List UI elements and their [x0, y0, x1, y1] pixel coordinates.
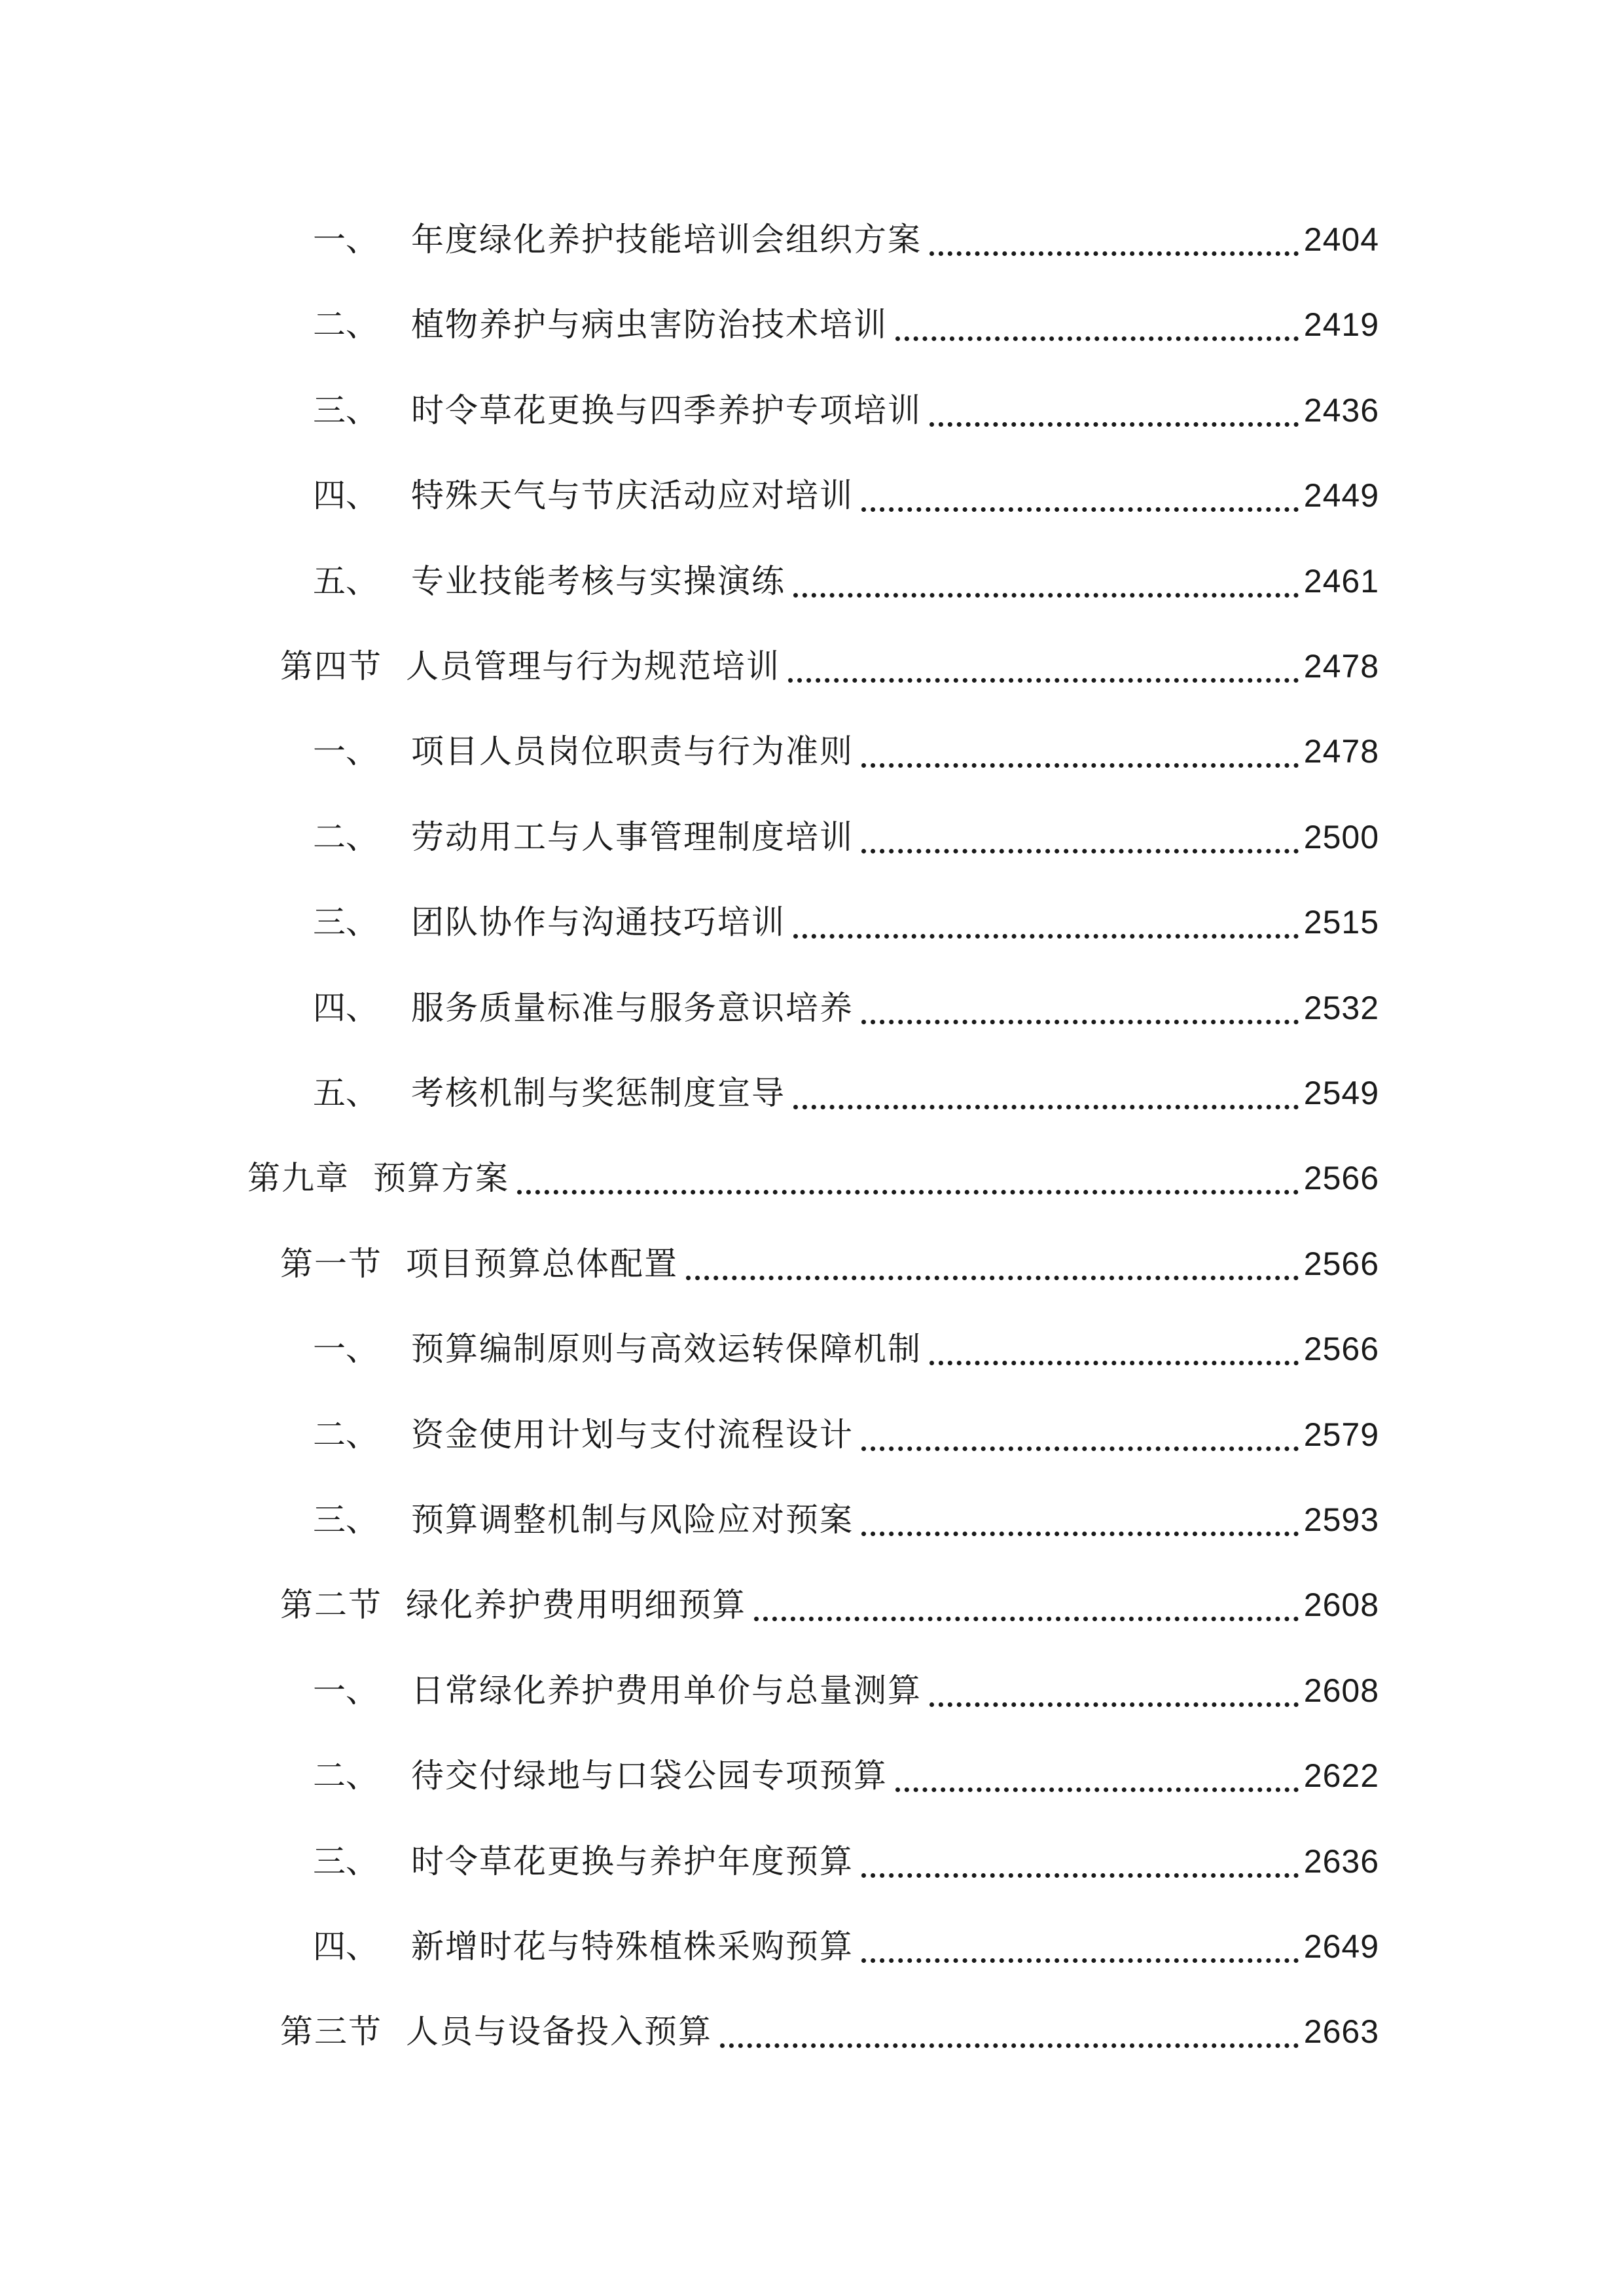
toc-dot-leader [929, 1670, 1299, 1707]
toc-entry-line [280, 637, 1379, 696]
toc-entry-title: 人员管理与行为规范培训 [406, 647, 780, 685]
toc-entry[interactable] [0, 637, 1624, 696]
toc-entry-line [313, 808, 1379, 867]
toc-entry-line [313, 1064, 1379, 1122]
toc-page-number: 2566 [1303, 1160, 1379, 1196]
toc-entry[interactable] [0, 2002, 1624, 2061]
toc-entry-title: 团队协作与沟通技巧培训 [411, 903, 785, 941]
toc-page-number: 2549 [1303, 1075, 1379, 1111]
toc-page-number: 2500 [1303, 819, 1379, 855]
toc-page-number: 2566 [1303, 1331, 1379, 1367]
toc-entry[interactable] [0, 1405, 1624, 1464]
toc-dot-leader [793, 1072, 1299, 1109]
toc-entry-title: 特殊天气与节庆活动应对培训 [411, 476, 854, 514]
toc-entry-number: 二、 [313, 818, 378, 856]
toc-page-number: 2449 [1303, 477, 1379, 514]
toc-entry-number: 四、 [313, 476, 378, 514]
toc-dot-leader [861, 1499, 1299, 1536]
toc-entry[interactable] [0, 722, 1624, 781]
toc-entry-number: 二、 [313, 306, 378, 344]
toc-entry-number: 第三节 [280, 2013, 382, 2051]
toc-dot-leader [895, 304, 1299, 341]
toc-dot-leader [861, 475, 1299, 512]
toc-entry-title: 年度绿化养护技能培训会组织方案 [411, 221, 922, 259]
toc-page-number: 2461 [1303, 563, 1379, 600]
toc-entry-line [280, 2002, 1379, 2061]
toc-page-number: 2436 [1303, 392, 1379, 429]
toc-entry-number: 一、 [313, 1330, 378, 1368]
toc-entry[interactable] [0, 1064, 1624, 1122]
toc-page-number: 2663 [1303, 2013, 1379, 2050]
toc-entry-number: 第九章 [247, 1159, 350, 1197]
toc-entry-title: 预算编制原则与高效运转保障机制 [411, 1330, 922, 1368]
toc-entry[interactable] [0, 893, 1624, 952]
toc-dot-leader [720, 2011, 1299, 2048]
toc-page-number: 2532 [1303, 990, 1379, 1026]
toc-entry-number: 三、 [313, 391, 378, 429]
toc-dot-leader [929, 219, 1299, 256]
toc-page-number: 2566 [1303, 1246, 1379, 1282]
toc-entry-line [313, 381, 1379, 440]
toc-dot-leader [517, 1157, 1299, 1194]
toc-entry-title: 绿化养护费用明细预算 [406, 1586, 746, 1624]
toc-entry-title: 新增时花与特殊植株采购预算 [411, 1928, 854, 1965]
toc-page-number: 2515 [1303, 904, 1379, 941]
toc-dot-leader [793, 901, 1299, 939]
toc-dot-leader [793, 560, 1299, 598]
toc-entry-line [313, 466, 1379, 525]
toc-entry[interactable] [0, 466, 1624, 525]
toc-entry-line [313, 722, 1379, 781]
toc-dot-leader [861, 987, 1299, 1024]
toc-entry-line [313, 295, 1379, 354]
toc-dot-leader [861, 730, 1299, 768]
toc-dot-leader [861, 1414, 1299, 1451]
toc-dot-leader [686, 1243, 1299, 1280]
toc-entry[interactable] [0, 381, 1624, 440]
toc-entry-number: 三、 [313, 1842, 378, 1880]
toc-entry-number: 四、 [313, 1928, 378, 1965]
toc-entry[interactable] [0, 1917, 1624, 1976]
toc-dot-leader [754, 1584, 1299, 1621]
toc-entry-number: 第四节 [280, 647, 382, 685]
toc-entry[interactable] [0, 1661, 1624, 1720]
toc-dot-leader [788, 645, 1299, 683]
toc-entry-title: 项目预算总体配置 [406, 1245, 678, 1283]
toc-entry-line [313, 1490, 1379, 1549]
toc-entry-number: 一、 [313, 221, 378, 259]
toc-entry-line [313, 1832, 1379, 1891]
toc-entry-number: 二、 [313, 1416, 378, 1454]
toc-dot-leader [895, 1755, 1299, 1792]
toc-entry-number: 五、 [313, 1074, 378, 1112]
toc-dot-leader [929, 389, 1299, 427]
toc-entry[interactable] [0, 1575, 1624, 1634]
toc-dot-leader [861, 816, 1299, 853]
toc-entry-number: 四、 [313, 989, 378, 1027]
toc-page-number: 2622 [1303, 1757, 1379, 1794]
toc-entry-number: 三、 [313, 1501, 378, 1539]
toc-entry[interactable] [0, 1832, 1624, 1891]
toc-entry[interactable] [0, 1319, 1624, 1378]
toc-entry-line [280, 1234, 1379, 1293]
toc-entry-line [313, 1405, 1379, 1464]
toc-entry-line [313, 1746, 1379, 1805]
toc-entry-line [313, 1917, 1379, 1976]
toc-entry-title: 时令草花更换与四季养护专项培训 [411, 391, 922, 429]
toc-dot-leader [861, 1840, 1299, 1878]
toc-entry[interactable] [0, 210, 1624, 269]
toc-entry[interactable] [0, 1746, 1624, 1805]
toc-entry-title: 预算调整机制与风险应对预案 [411, 1501, 854, 1539]
toc-page-number: 2478 [1303, 648, 1379, 685]
toc-entry-number: 第二节 [280, 1586, 382, 1624]
toc-entry-line [313, 210, 1379, 269]
toc-dot-leader [929, 1328, 1299, 1365]
toc-entry-line [280, 1575, 1379, 1634]
toc-page-number: 2649 [1303, 1928, 1379, 1965]
toc-entry-number: 一、 [313, 1672, 378, 1710]
toc-page-number: 2419 [1303, 306, 1379, 343]
toc-entry-line [313, 978, 1379, 1037]
toc-page-number: 2579 [1303, 1416, 1379, 1453]
toc-page-number: 2404 [1303, 221, 1379, 258]
toc-entry-number: 一、 [313, 732, 378, 770]
toc-entry-number: 五、 [313, 562, 378, 600]
toc-entry-title: 日常绿化养护费用单价与总量测算 [411, 1672, 922, 1710]
toc-dot-leader [861, 1926, 1299, 1963]
toc-page-number: 2478 [1303, 733, 1379, 770]
toc-entry-title: 专业技能考核与实操演练 [411, 562, 785, 600]
toc-entry[interactable] [0, 808, 1624, 867]
toc-entry-title: 人员与设备投入预算 [406, 2013, 712, 2051]
toc-page-number: 2608 [1303, 1672, 1379, 1709]
toc-entry-title: 项目人员岗位职责与行为准则 [411, 732, 854, 770]
toc-entry-title: 劳动用工与人事管理制度培训 [411, 818, 854, 856]
toc-entry-line [247, 1149, 1379, 1208]
toc-entry-line [313, 893, 1379, 952]
toc-entry[interactable] [0, 978, 1624, 1037]
toc-page-number: 2593 [1303, 1501, 1379, 1538]
toc-entry-number: 第一节 [280, 1245, 382, 1283]
toc-entry-line [313, 552, 1379, 611]
toc-entry-number: 二、 [313, 1757, 378, 1795]
toc-page-number: 2608 [1303, 1587, 1379, 1623]
toc-entry-line [313, 1661, 1379, 1720]
toc-entry[interactable] [0, 1149, 1624, 1208]
toc-entry-line [313, 1319, 1379, 1378]
toc-entry[interactable] [0, 295, 1624, 354]
toc-entry[interactable] [0, 1490, 1624, 1549]
toc-entry-number: 三、 [313, 903, 378, 941]
toc-entry-title: 预算方案 [373, 1159, 509, 1197]
toc-entry-title: 考核机制与奖惩制度宣导 [411, 1074, 785, 1112]
toc-entry-title: 待交付绿地与口袋公园专项预算 [411, 1757, 888, 1795]
toc-page-number: 2636 [1303, 1843, 1379, 1880]
toc-entry-title: 资金使用计划与支付流程设计 [411, 1416, 854, 1454]
toc-entry[interactable] [0, 552, 1624, 611]
toc-entry[interactable] [0, 1234, 1624, 1293]
toc-entry-title: 时令草花更换与养护年度预算 [411, 1842, 854, 1880]
toc-entry-title: 服务质量标准与服务意识培养 [411, 989, 854, 1027]
toc-entry-title: 植物养护与病虫害防治技术培训 [411, 306, 888, 344]
